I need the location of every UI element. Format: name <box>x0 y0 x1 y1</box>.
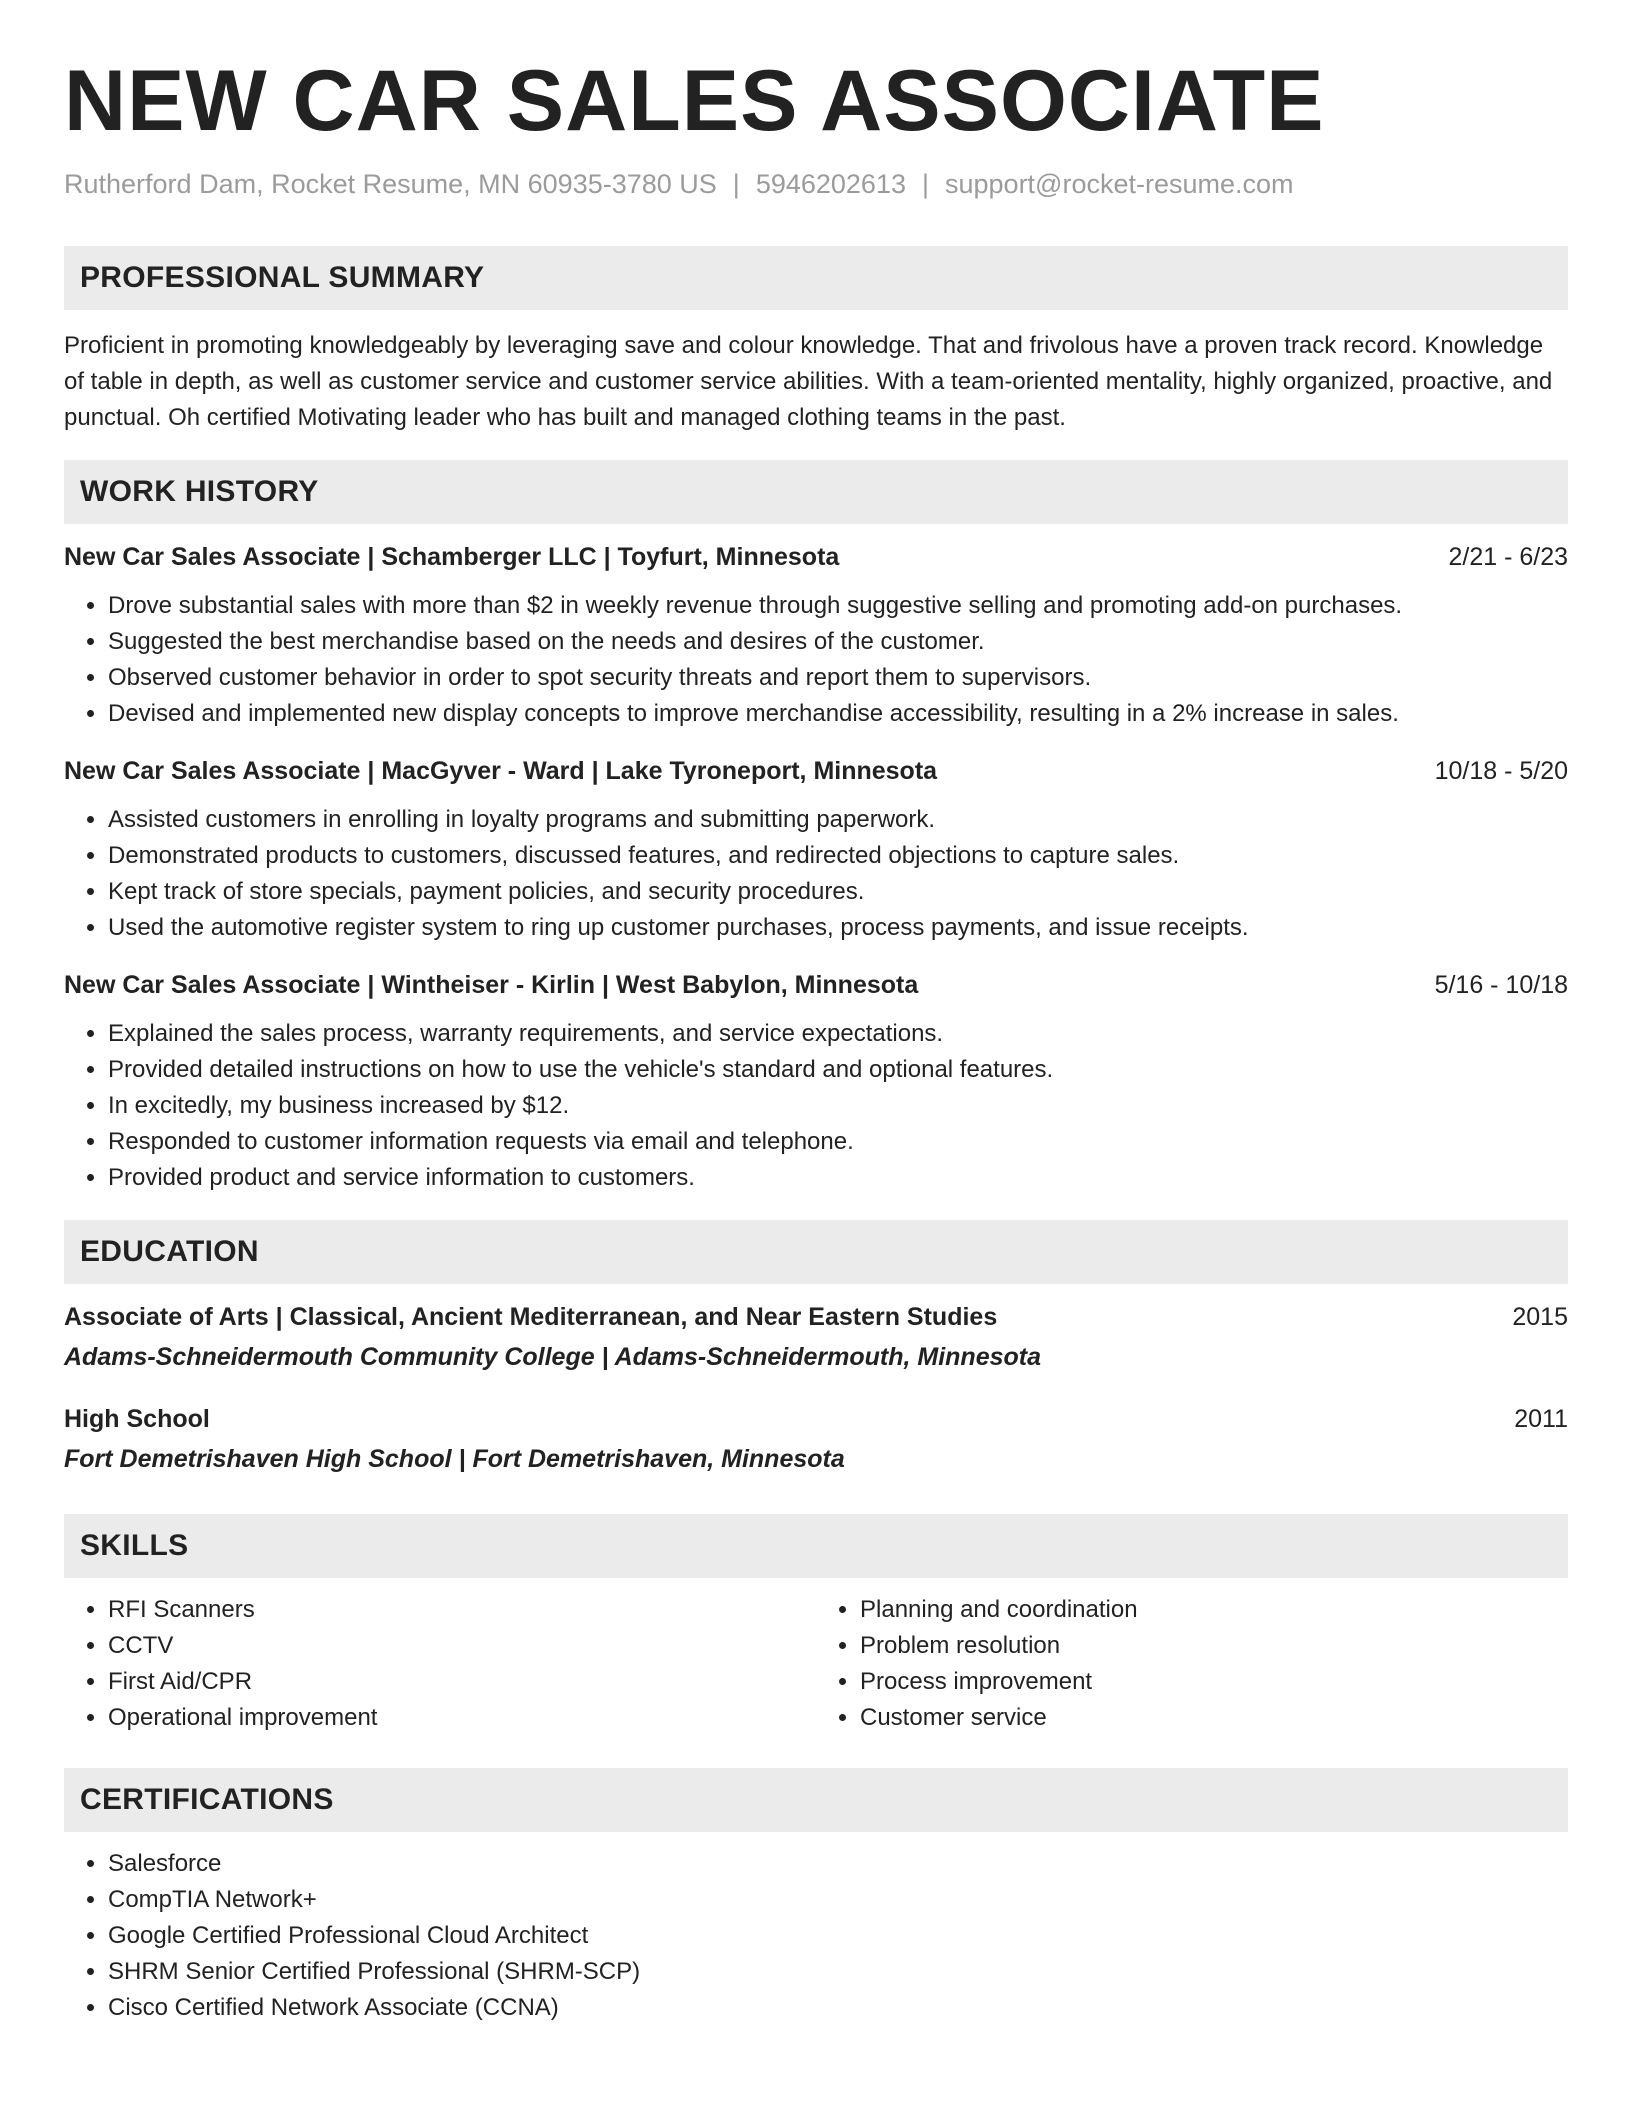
skill-item: • Customer service <box>860 1700 1568 1736</box>
graduation-year: 2015 <box>1512 1302 1568 1331</box>
school: Fort Demetrishaven High School | Fort Demetrishaven, Minnesota <box>64 1444 845 1473</box>
skill-item: • RFI Scanners <box>108 1592 816 1628</box>
contact-separator: | <box>921 168 929 199</box>
contact-line <box>64 167 1568 202</box>
work-section-header <box>64 460 1568 524</box>
job-entry <box>64 754 1568 946</box>
school: Adams-Schneidermouth Community College | Adams-Schneidermouth, Minnesota <box>64 1342 1042 1371</box>
job-bullet: • In excitedly, my business increased by $12. <box>108 1088 1568 1124</box>
candidate-name: NEW CAR SALES ASSOCIATE <box>64 53 1325 149</box>
summary-section-header <box>64 246 1568 310</box>
skill-item: • Problem resolution <box>860 1628 1568 1664</box>
job-header <box>64 754 1568 788</box>
graduation-year: 2011 <box>1514 1404 1568 1433</box>
degree: Associate of Arts | Classical, Ancient Mediterranean, and Near Eastern Studies <box>64 1302 998 1331</box>
certification-item: • Salesforce <box>108 1846 1568 1882</box>
skill-item: • CCTV <box>108 1628 816 1664</box>
job-header <box>64 968 1568 1002</box>
job-title: New Car Sales Associate | MacGyver - Ward | Lake Tyroneport, Minnesota <box>64 756 938 785</box>
certifications-section-header <box>64 1768 1568 1832</box>
certification-item: • SHRM Senior Certified Professional (SHRM-SCP) <box>108 1954 1568 1990</box>
skills-section-header <box>64 1514 1568 1578</box>
job-entry <box>64 968 1568 1196</box>
job-entry <box>64 540 1568 732</box>
skills-grid <box>64 1592 1568 1736</box>
skills-heading: SKILLS <box>80 1528 189 1562</box>
education-heading: EDUCATION <box>80 1234 259 1268</box>
skills-list-left <box>64 1592 816 1736</box>
education-header <box>64 1300 1568 1334</box>
contact-address: Rutherford Dam, Rocket Resume, MN 60935-3780 US <box>64 168 717 199</box>
education-entry <box>64 1300 1568 1374</box>
job-bullet: • Provided detailed instructions on how to use the vehicle's standard and optional features. <box>108 1052 1568 1088</box>
job-bullets <box>64 588 1568 732</box>
job-bullet: • Drove substantial sales with more than $2 in weekly revenue through suggestive selling and promoting add-on purchases. <box>108 588 1568 624</box>
job-bullets <box>64 802 1568 946</box>
job-bullet: • Explained the sales process, warranty requirements, and service expectations. <box>108 1016 1568 1052</box>
summary-heading: PROFESSIONAL SUMMARY <box>80 260 485 294</box>
job-bullets <box>64 1016 1568 1196</box>
work-heading: WORK HISTORY <box>80 474 319 508</box>
certifications-list <box>64 1846 1568 2026</box>
degree: High School <box>64 1404 210 1433</box>
job-bullet: • Demonstrated products to customers, discussed features, and redirected objections to capture sales. <box>108 838 1568 874</box>
job-bullet: • Suggested the best merchandise based on the needs and desires of the customer. <box>108 624 1568 660</box>
job-bullet: • Assisted customers in enrolling in loyalty programs and submitting paperwork. <box>108 802 1568 838</box>
certifications-heading: CERTIFICATIONS <box>80 1782 334 1816</box>
job-dates: 10/18 - 5/20 <box>1434 756 1568 785</box>
skill-item: • Process improvement <box>860 1664 1568 1700</box>
certification-item: • Google Certified Professional Cloud Architect <box>108 1918 1568 1954</box>
job-title: New Car Sales Associate | Wintheiser - Kirlin | West Babylon, Minnesota <box>64 970 919 999</box>
job-bullet: • Devised and implemented new display concepts to improve merchandise accessibility, resulting in a 2% increase in sales. <box>108 696 1568 732</box>
job-dates: 5/16 - 10/18 <box>1434 970 1568 999</box>
skill-item: • Operational improvement <box>108 1700 816 1736</box>
contact-phone: 5946202613 <box>755 168 906 199</box>
job-bullet: • Kept track of store specials, payment policies, and security procedures. <box>108 874 1568 910</box>
skills-list-right <box>816 1592 1568 1736</box>
certification-item: • CompTIA Network+ <box>108 1882 1568 1918</box>
job-title: New Car Sales Associate | Schamberger LLC | Toyfurt, Minnesota <box>64 542 840 571</box>
job-dates: 2/21 - 6/23 <box>1448 542 1568 571</box>
skill-item: • Planning and coordination <box>860 1592 1568 1628</box>
contact-separator: | <box>732 168 740 199</box>
job-bullet: • Observed customer behavior in order to spot security threats and report them to supervisors. <box>108 660 1568 696</box>
certification-item: • Cisco Certified Network Associate (CCNA) <box>108 1990 1568 2026</box>
education-header <box>64 1402 1568 1436</box>
contact-email: support@rocket-resume.com <box>945 168 1294 199</box>
job-bullet: • Used the automotive register system to ring up customer purchases, process payments, and issue receipts. <box>108 910 1568 946</box>
job-header <box>64 540 1568 574</box>
job-bullet: • Responded to customer information requests via email and telephone. <box>108 1124 1568 1160</box>
summary-text: Proficient in promoting knowledgeably by leveraging save and colour knowledge. That and frivolous have a proven track record. Knowledge of table in depth, as well as customer service and customer service abilities. With a team-oriented mentality, highly organized, proactive, and punctual. Oh certified Motivating leader who has built and managed clothing teams in the past. <box>64 331 1553 431</box>
education-entry <box>64 1402 1568 1476</box>
skill-item: • First Aid/CPR <box>108 1664 816 1700</box>
education-section-header <box>64 1220 1568 1284</box>
job-bullet: • Provided product and service information to customers. <box>108 1160 1568 1196</box>
